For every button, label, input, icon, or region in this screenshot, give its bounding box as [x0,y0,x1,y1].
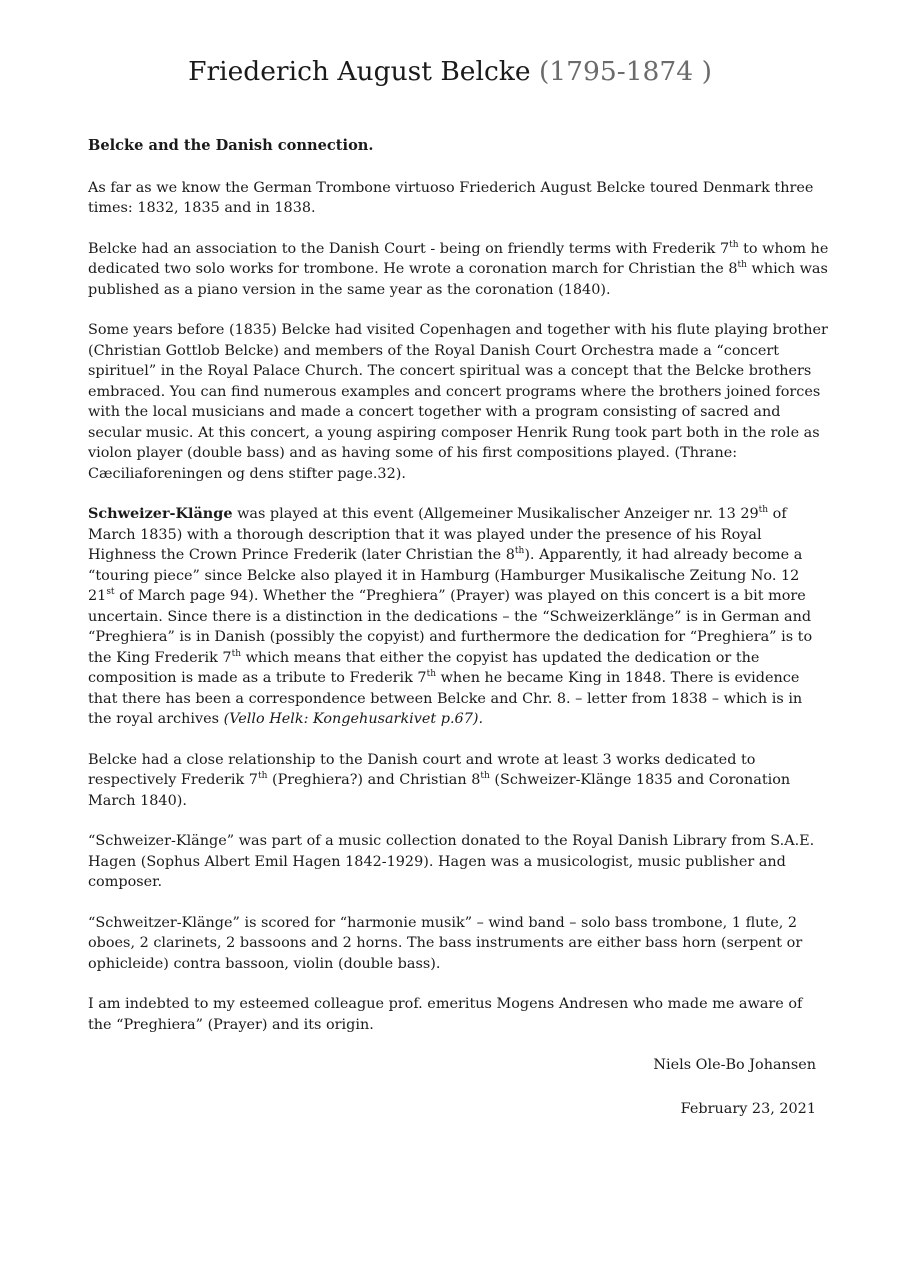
title-years: (1795-1874 ) [538,56,712,87]
paragraph-concert-spirituel: Some years before (1835) Belcke had visited Copenhagen and together with his flute playing brother (Christian Gottlob Belcke) and members of the Royal Danish Court Orchestra made a “concert spirituel” in the Royal Palace Church. The concert spiritual was a concept that the Belcke brothers embraced. You can find numerous examples and concert programs where the brothers joined forces with the local musicians and made a concert together with a program consisting of sacred and secular music. At this concert, a young aspiring composer Henrik Rung took part both in the role as violon player (double bass) and as having some of his first compositions played. (Thrane: Cæciliaforeningen og dens stifter page.32). [88,322,828,482]
page-title [0,54,900,90]
document-date: February 23, 2021 [680,1100,816,1117]
paragraph-court-association: Belcke had an association to the Danish Court - being on friendly terms with Frederik 7th to whom he dedicated two solo works for trombone. He wrote a coronation march for Christian the 8th which was published as a piano version in the same year as the coronation (1840). [88,239,829,298]
title-name: Friederich August Belcke [188,56,539,87]
paragraph-schweizer-klange: Schweizer-Klänge was played at this event (Allgemeiner Musikalischer Anzeiger nr. 13 29th of March 1835) with a thorough description that it was played under the presence of his Royal Highness the Crown Prince Frederik (later Christian the 8th). Apparently, it had already become a “touring piece” since Belcke also played it in Hamburg (Hamburger Musikalische Zeitung No. 12 21st of March page 94). Whether the “Preghiera” (Prayer) was played on this concert is a bit more uncertain. Since there is a distinction in the dedications – the “Schweizerklänge” is in German and “Preghiera” is in Danish (possibly the copyist) and furthermore the dedication for “Preghiera” is to the King Frederik 7th which means that either the copyist has updated the dedication or the composition is made as a tribute to Frederik 7th when he became King in 1848. There is evidence that there has been a correspondence between Belcke and Chr. 8. – letter from 1838 – which is in the royal archives (Vello Helk: Kongehusarkivet p.67). [88,505,813,727]
document-body [88,136,830,1119]
paragraph-scoring: “Schweitzer-Klänge” is scored for “harmonie musik” – wind band – solo bass trombone, 1 flute, 2 oboes, 2 clarinets, 2 bassoons and 2 horns. The bass instruments are either bass horn (serpent or ophicleide) contra bassoon, violin (double bass). [88,914,803,972]
paragraph-dedications: Belcke had a close relationship to the Danish court and wrote at least 3 works dedicated to respectively Frederik 7th (Preghiera?) and Christian 8th (Schweizer-Klänge 1835 and Coronation March 1840). [88,751,791,809]
paragraph-tours: As far as we know the German Trombone virtuoso Friederich August Belcke toured Denmark three times: 1832, 1835 and in 1838. [88,179,814,216]
paragraph-acknowledgement: I am indebted to my esteemed colleague prof. emeritus Mogens Andresen who made me aware of the “Preghiera” (Prayer) and its origin. [88,996,803,1033]
schweizer-klange-bold: Schweizer-Klänge [88,505,233,522]
author-signature: Niels Ole-Bo Johansen [653,1057,816,1073]
section-heading: Belcke and the Danish connection. [88,137,374,154]
citation-italic: (Vello Helk: Kongehusarkivet p.67). [223,711,484,727]
paragraph-collection: “Schweizer-Klänge” was part of a music collection donated to the Royal Danish Library from S.A.E. Hagen (Sophus Albert Emil Hagen 1842-1929). Hagen was a musicologist, music publisher and composer. [88,833,815,890]
